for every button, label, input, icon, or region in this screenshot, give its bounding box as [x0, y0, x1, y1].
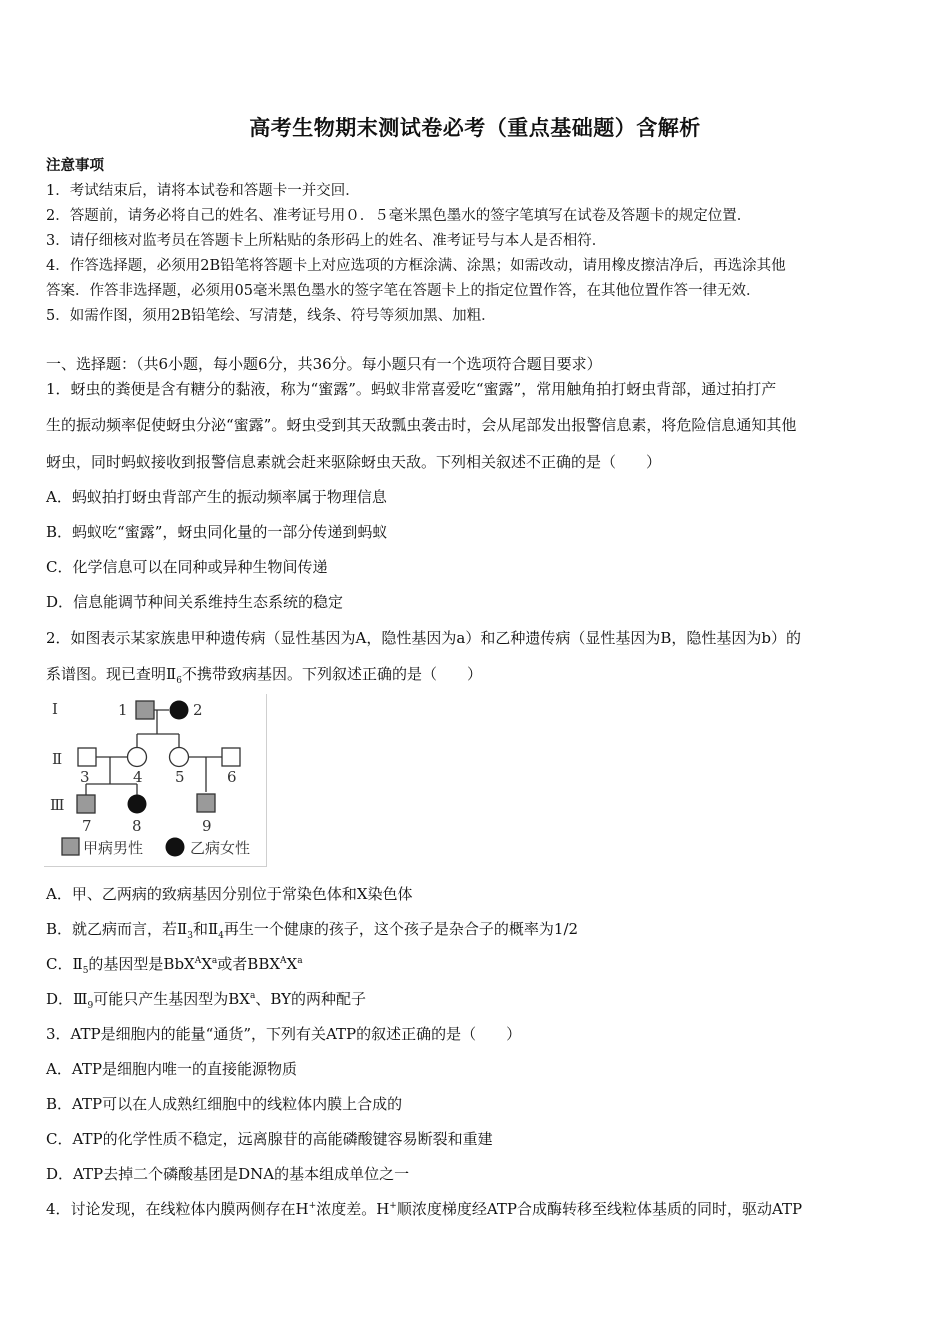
q1-option-d: D．信息能调节种间关系维持生态系统的稳定 — [46, 593, 344, 611]
q1-stem-line: 蚜虫，同时蚂蚁接收到报警信息素就会赶来驱除蚜虫天敌。下列相关叙述不正确的是（ ） — [46, 453, 662, 471]
q1-stem-line: 生的振动频率促使蚜虫分泌“蜜露”。蚜虫受到其天敌瓢虫袭击时，会从尾部发出报警信息素，将危险信息通知其他 — [46, 416, 797, 434]
individual-number: 8 — [132, 817, 142, 835]
individual-number: 2 — [193, 701, 203, 719]
notice-item: 3．请仔细核对监考员在答题卡上所粘贴的条形码上的姓名、准考证号与本人是否相符． — [46, 233, 607, 249]
q3-option-b: B．ATP可以在人成熟红细胞中的线粒体内膜上合成的 — [46, 1095, 403, 1113]
section-heading: 一、选择题：（共6小题，每小题6分，共36分。每小题只有一个选项符合题目要求） — [46, 355, 602, 373]
individual-8-affected-female — [128, 795, 147, 814]
individual-number: 9 — [202, 817, 212, 835]
individual-9-affected-male — [197, 794, 215, 812]
individual-2-affected-female — [170, 701, 189, 720]
q2-option-d: D．$Ⅲ_9$可能只产生基因型为$BX^a$、BY的两种配子 — [46, 990, 366, 1011]
q1-stem-line: 1．蚜虫的粪便是含有糖分的黏液，称为“蜜露”。蚂蚁非常喜爱吃“蜜露”，常用触角拍打蚜虫背部，通过拍打产 — [46, 380, 777, 398]
q1-option-c: C．化学信息可以在同种或异种生物间传递 — [46, 558, 328, 576]
individual-7-affected-male — [77, 795, 95, 813]
legend-female-swatch — [166, 838, 185, 857]
legend-male-swatch — [62, 838, 79, 855]
page-title: 高考生物期末测试卷必考（重点基础题）含解析 — [249, 115, 701, 140]
q1-option-b: B．蚂蚁吃“蜜露”，蚜虫同化量的一部分传递到蚂蚁 — [46, 523, 388, 541]
q3-option-d: D．ATP去掉二个磷酸基团是DNA的基本组成单位之一 — [46, 1165, 410, 1183]
q2-option-a: A．甲、乙两病的致病基因分别位于常染色体和X染色体 — [46, 885, 413, 903]
q1-option-a: A．蚂蚁拍打蚜虫背部产生的振动频率属于物理信息 — [46, 488, 387, 506]
individual-number: 5 — [175, 768, 185, 786]
q2-stem-line: 系谱图。现已查明$Ⅱ_6$不携带致病基因。下列叙述正确的是（ ） — [46, 665, 482, 686]
notice-item: 4．作答选择题，必须用2B铅笔将答题卡上对应选项的方框涂满、涂黑；如需改动，请用橡皮擦洁净后，再选涂其他 — [46, 258, 786, 274]
individual-number: 4 — [133, 768, 143, 786]
gen-label: Ⅲ — [50, 796, 65, 814]
q3-option-a: A．ATP是细胞内唯一的直接能源物质 — [46, 1060, 297, 1078]
individual-number: 3 — [80, 768, 90, 786]
q4-stem-line: 4．讨论发现，在线粒体内膜两侧存在H+浓度差。H+顺浓度梯度经ATP合成酶转移至线粒体基质的同时，驱动ATP — [46, 1200, 803, 1218]
individual-1-affected-male — [136, 701, 154, 719]
individual-4-unaffected-female — [128, 748, 147, 767]
notice-item: 5．如需作图，须用2B铅笔绘、写清楚，线条、符号等须加黑、加粗． — [46, 308, 496, 324]
individual-number: 7 — [82, 817, 92, 835]
notice-heading: 注意事项 — [46, 157, 104, 174]
gen-label: Ⅰ — [52, 700, 58, 718]
legend-female-label: 乙病女性 — [190, 839, 251, 857]
q2-option-b: B．就乙病而言，若$Ⅱ_3$和$Ⅱ_4$再生一个健康的孩子，这个孩子是杂合子的概率为1/2 — [46, 920, 579, 941]
q2-option-c: C．$Ⅱ_5$的基因型是$BbX^AX^a$或者$BBX^AX^a$ — [46, 955, 303, 976]
legend-male-label: 甲病男性 — [83, 839, 144, 857]
pedigree-chart — [44, 694, 267, 867]
gen-label: Ⅱ — [52, 750, 63, 768]
q3-stem: 3．ATP是细胞内的能量“通货”，下列有关ATP的叙述正确的是（ ） — [46, 1025, 522, 1043]
individual-3-unaffected-male — [78, 748, 96, 766]
individual-6-unaffected-male — [222, 748, 240, 766]
q2-stem-line: 2．如图表示某家族患甲种遗传病（显性基因为A，隐性基因为a）和乙种遗传病（显性基因为B，隐性基因为b）的 — [46, 629, 801, 647]
individual-5-unaffected-female — [170, 748, 189, 767]
individual-number: 1 — [118, 701, 128, 719]
notice-item: 答案．作答非选择题，必须用05毫米黑色墨水的签字笔在答题卡上的指定位置作答，在其他位置作答一律无效． — [46, 283, 761, 299]
notice-item: 2．答题前，请务必将自己的姓名、准考证号用０．５毫米黑色墨水的签字笔填写在试卷及答题卡的规定位置． — [46, 208, 752, 224]
individual-number: 6 — [227, 768, 237, 786]
q3-option-c: C．ATP的化学性质不稳定，远离腺苷的高能磷酸键容易断裂和重建 — [46, 1130, 493, 1148]
notice-item: 1．考试结束后，请将本试卷和答题卡一并交回． — [46, 183, 360, 199]
